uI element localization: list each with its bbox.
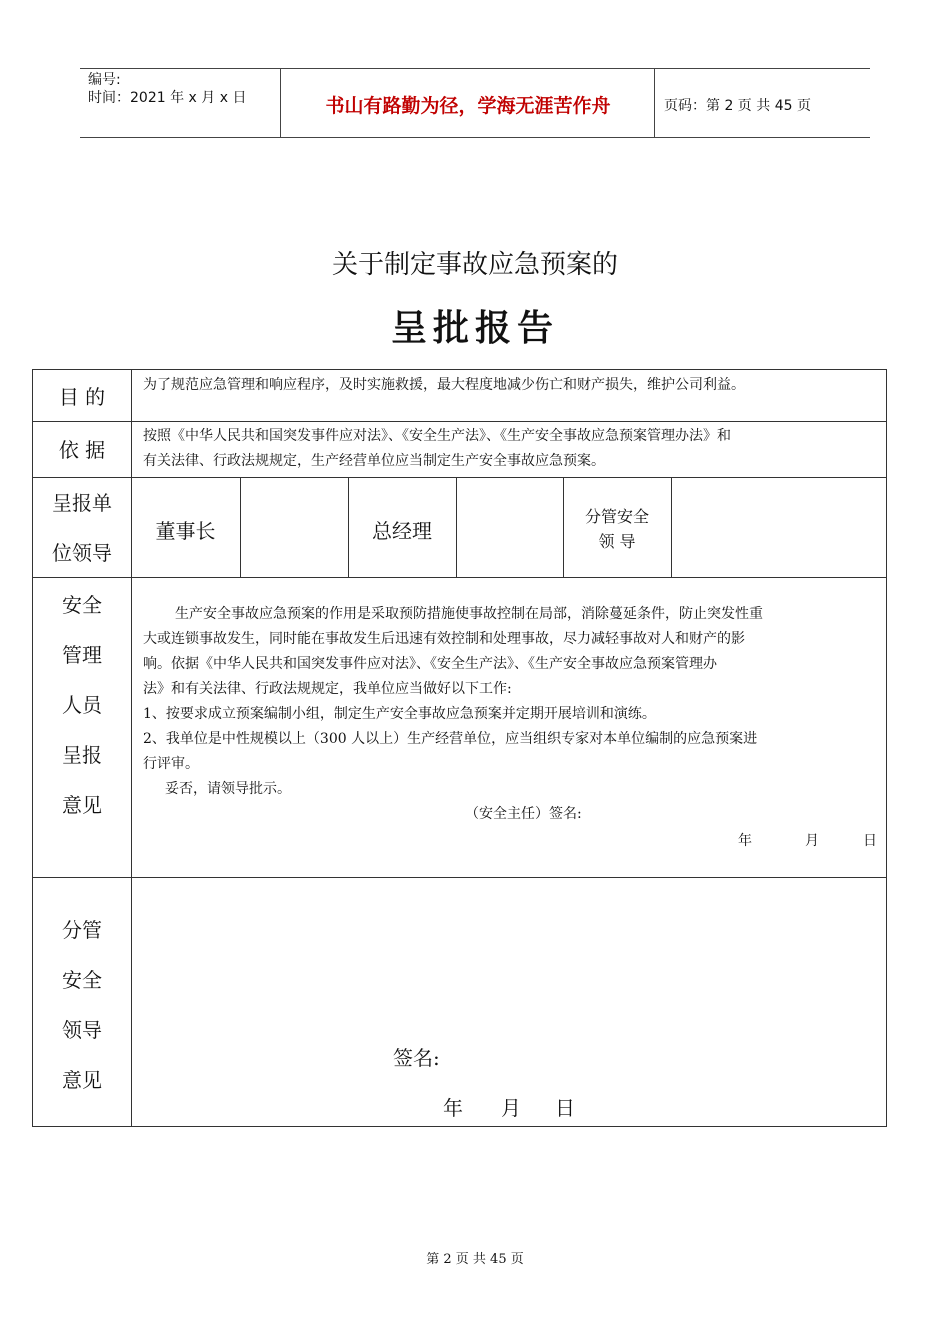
opinion-text-line: 1、按要求成立预案编制小组，制定生产安全事故应急预案并定期开展培训和演练。 <box>143 706 656 722</box>
chairman-signature-field[interactable] <box>240 490 348 570</box>
opinion-text-line: 妥否，请领导批示。 <box>165 781 291 797</box>
general-manager-label: 总经理 <box>372 519 432 543</box>
opinion-text-line: 响。依据《中华人民共和国突发事件应对法》、《安全生产法》、《生产安全事故应急预案管理办 <box>143 656 717 672</box>
opinion-text-line: 法》和有关法律、行政法规规定，我单位应当做好以下工作: <box>143 681 512 697</box>
opinion-text-line: 大或连锁事故发生，同时能在事故发生后迅速有效控制和处理事故，尽力减轻事故对人和财产的影 <box>143 631 745 647</box>
page-header <box>80 68 870 138</box>
opinion-label-line: 安全 <box>62 593 102 617</box>
opinion-label-line: 呈报 <box>62 743 102 767</box>
header-divider <box>280 69 281 137</box>
document-date-label: 时间：2021 年 x 月 x 日 <box>88 90 247 106</box>
opinion-text-line: 行评审。 <box>143 756 199 772</box>
column-divider <box>131 370 132 1126</box>
header-meta <box>88 71 246 107</box>
basis-text-line-1: 按照《中华人民共和国突发事件应对法》、《安全生产法》、《生产安全事故应急预案管理办法》和 <box>143 428 731 444</box>
header-motto: 书山有路勤为径，学海无涯苦作舟 <box>325 95 611 117</box>
opinion-label-line: 意见 <box>62 793 102 817</box>
opinion-date-month: 月 <box>805 833 819 849</box>
opinion-text-line: 2、我单位是中性规模以上（300 人以上）生产经营单位，应当组织专家对本单位编制的应急预案进 <box>143 731 758 747</box>
safety-leader-label-line-2: 领 导 <box>598 532 636 551</box>
basis-text-line-2: 有关法律、行政法规规定，生产经营单位应当制定生产安全事故应急预案。 <box>143 453 605 469</box>
basis-label: 依 据 <box>58 438 106 462</box>
safety-director-signature-label: （安全主任）签名: <box>465 806 582 822</box>
leader-opinion-label-line: 安全 <box>62 968 102 992</box>
approval-form-table <box>32 369 887 1127</box>
document-number-label: 编号: <box>88 72 121 88</box>
leaders-label-line-2: 位领导 <box>52 541 112 565</box>
opinion-date-day: 日 <box>863 833 877 849</box>
opinion-date-year: 年 <box>738 833 752 849</box>
leader-opinion-label-line: 领导 <box>62 1018 102 1042</box>
leader-date-month: 月 <box>501 1096 521 1120</box>
opinion-text-line: 生产安全事故应急预案的作用是采取预防措施使事故控制在局部，消除蔓延条件，防止突发性重 <box>175 606 763 622</box>
leader-opinion-field[interactable] <box>143 890 873 1030</box>
leader-opinion-label-line: 分管 <box>62 918 102 942</box>
row-divider <box>33 477 886 478</box>
document-subtitle: 呈批报告 <box>390 307 559 349</box>
purpose-text: 为了规范应急管理和响应程序，及时实施救援，最大程度地减少伤亡和财产损失，维护公司利益。 <box>143 377 745 393</box>
header-page-number: 页码：第 2 页 共 45 页 <box>664 98 811 114</box>
leaders-label-line-1: 呈报单 <box>52 491 112 515</box>
leader-signature-label: 签名: <box>393 1046 440 1070</box>
chairman-label: 董事长 <box>155 519 216 543</box>
row-divider <box>33 577 886 578</box>
leader-opinion-label-line: 意见 <box>62 1068 102 1092</box>
opinion-label-line: 管理 <box>62 643 102 667</box>
row-divider <box>33 877 886 878</box>
document-title: 关于制定事故应急预案的 <box>331 250 618 280</box>
general-manager-signature-field[interactable] <box>456 490 563 570</box>
page-footer: 第 2 页 共 45 页 <box>426 1252 524 1267</box>
leader-date-year: 年 <box>443 1096 463 1120</box>
row-divider <box>33 421 886 422</box>
leader-date-day: 日 <box>555 1096 575 1120</box>
purpose-label: 目 的 <box>58 385 106 409</box>
safety-leader-label-line-1: 分管安全 <box>584 507 649 526</box>
header-divider <box>654 69 655 137</box>
opinion-label-line: 人员 <box>62 693 102 717</box>
safety-leader-signature-field[interactable] <box>671 490 886 570</box>
